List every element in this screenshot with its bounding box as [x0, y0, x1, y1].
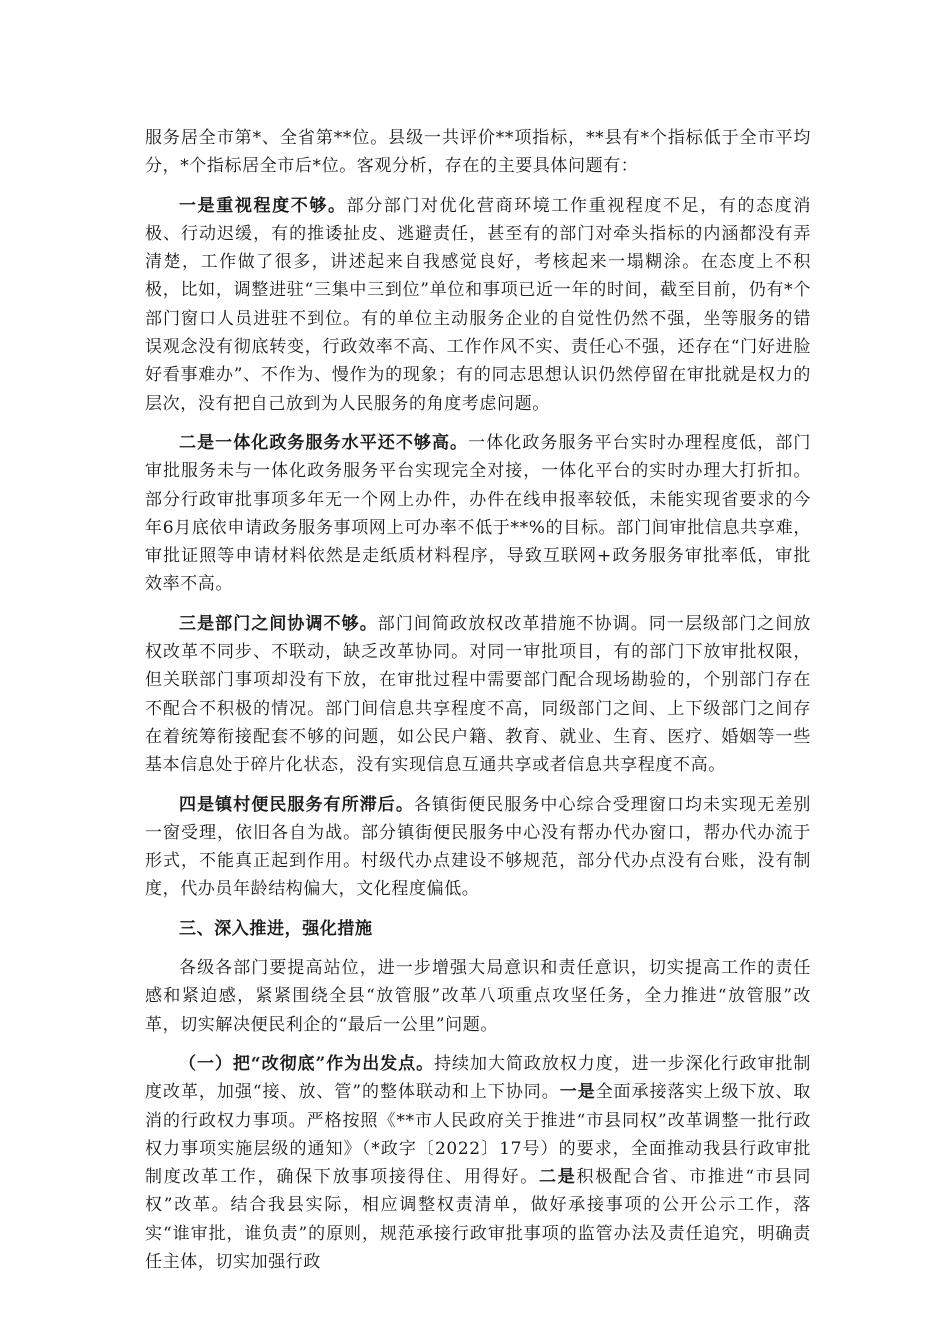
paragraph-text: 服务居全市第*、全省第**位。县级一共评价**项指标，**县有*个指标低于全市平均分，*个指标居全市后*位。客观分析，存在的主要具体问题有：	[145, 128, 811, 177]
paragraph-lead: （一）把“改彻底”作为出发点。	[179, 1053, 435, 1074]
section-heading: 三、深入推进，强化措施	[179, 918, 373, 939]
paragraph-text: 全面承接落实上级下放、取消的行政权力事项。严格按照《**市人民政府关于推进“市县同权”改革调整一批行政权力事项实施层级的通知》（*政字〔2022〕17号）的要求，全面推动我县行政审批制度改革工作，确保下放事项接得住、用得好。	[145, 1082, 812, 1188]
paragraph-section-intro	[145, 954, 811, 1039]
paragraph-problem-3	[145, 610, 811, 780]
paragraph-lead: 二是一体化政务服务水平还不够高。	[179, 432, 469, 453]
paragraph-measure-1	[145, 1050, 811, 1276]
paragraph-problem-1	[145, 192, 811, 418]
inline-bold-marker: 二是	[539, 1167, 577, 1188]
paragraph-text: 各级各部门要提高站位，进一步增强大局意识和责任意识，切实提高工作的责任感和紧迫感，紧紧围绕全县“放管服”改革八项重点攻坚任务，全力推进“放管服”改革，切实解决便民利企的“最后一公里”问题。	[145, 958, 811, 1035]
paragraph-lead: 四是镇村便民服务有所滞后。	[179, 794, 414, 815]
paragraph-lead: 三是部门之间协调不够。	[179, 613, 378, 634]
paragraph-text: 部门间简政放权改革措施不协调。同一层级部门之间放权改革不同步、不联动，缺乏改革协同。对同一审批项目，有的部门下放审批权限，但关联部门事项却没有下放，在审批过程中需要部门配合现场勘验的，个别部门存在不配合不积极的情况。部门间信息共享程度不高，同级部门之间、上下级部门之间存在着统筹衔接配套不够的问题，如公民户籍、教育、就业、生育、医疗、婚姻等一些基本信息处于碎片化状态，没有实现信息互通共享或者信息共享程度不高。	[145, 613, 811, 776]
paragraph-text: 各镇街便民服务中心综合受理窗口均未实现无差别一窗受理，依旧各自为战。部分镇街便民服务中心没有帮办代办窗口，帮办代办流于形式，不能真正起到作用。村级代办点建设不够规范，部分代办点没有台账，没有制度，代办员年龄结构偏大，文化程度偏低。	[145, 794, 811, 900]
paragraph-intro	[145, 124, 811, 181]
document-page	[145, 124, 811, 1287]
paragraph-text: 部分部门对优化营商环境工作重视程度不足，有的态度消极、行动迟缓，有的推诿扯皮、逃避责任，甚至有的部门对牵头指标的内涵都没有弄清楚，工作做了很多，讲述起来自我感觉良好，考核起来一塌糊涂。在态度上不积极，比如，调整进驻“三集中三到位”单位和事项已近一年的时间，截至目前，仍有*个部门窗口人员进驻不到位。有的单位主动服务企业的自觉性仍然不强，坐等服务的错误观念没有彻底转变，行政效率不高、工作作风不实、责任心不强，还存在“门好进脸好看事难办”、不作为、慢作为的现象；有的同志思想认识仍然停留在审批就是权力的层次，没有把自己放到为人民服务的角度考虑问题。	[145, 195, 811, 414]
paragraph-problem-4	[145, 791, 811, 904]
paragraph-text: 积极配合省、市推进“市县同权”改革。结合我县实际，相应调整权责清单，做好承接事项的公开公示工作，落实“谁审批，谁负责”的原则，规范承接行政审批事项的监管办法及责任追究，明确责任主体，切实加强行政	[145, 1167, 811, 1272]
paragraph-problem-2	[145, 429, 811, 599]
paragraph-lead: 一是重视程度不够。	[179, 195, 347, 216]
paragraph-text: 一体化政务服务平台实时办理程度低，部门审批服务未与一体化政务服务平台实现完全对接，一体化平台的实时办理大打折扣。部分行政审批事项多年无一个网上办件，办件在线申报率较低，未能实现省要求的今年6月底依申请政务服务事项网上可办率不低于**%的目标。部门间审批信息共享难，审批证照等申请材料依然是走纸质材料程序，导致互联网+政务服务审批率低，审批效率不高。	[145, 432, 811, 595]
paragraph-text: 持续加大简政放权力度，进一步深化行政审批制度改革，加强“接、放、管”的整体联动和上下协同。	[145, 1053, 811, 1103]
inline-bold-marker: 一是	[559, 1082, 596, 1103]
